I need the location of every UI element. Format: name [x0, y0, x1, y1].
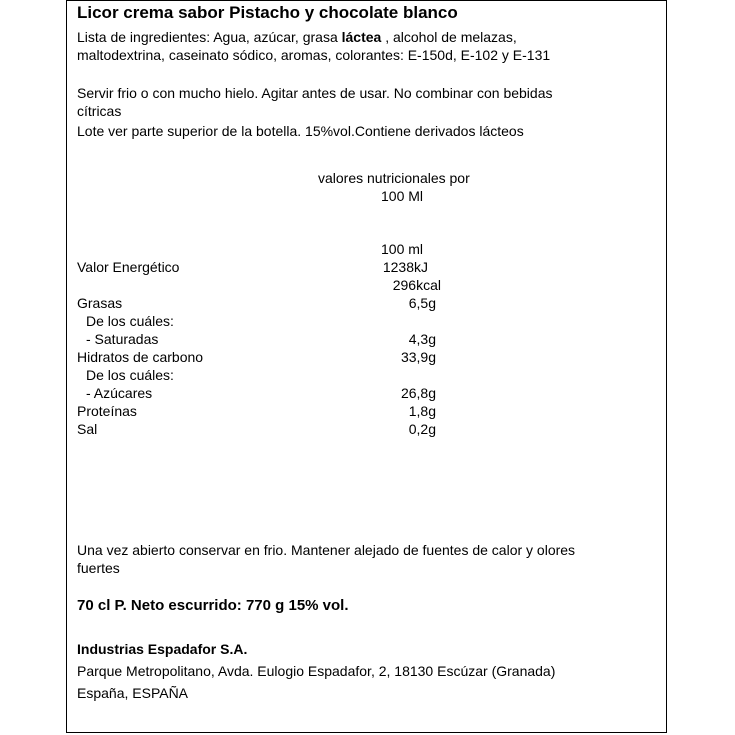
product-title: Licor crema sabor Pistacho y chocolate blanco [77, 3, 458, 22]
ingredients-allergen: láctea [341, 29, 382, 45]
nutrition-column-header: 100 ml [381, 241, 424, 257]
nutrition-row-label: Sal [77, 421, 98, 437]
ingredients-suffix: , alcohol de melazas, [381, 29, 517, 45]
storage-line-1: Una vez abierto conservar en frio. Mantener alejado de fuentes de calor y olores [77, 542, 576, 558]
nutrition-row-label: Hidratos de carbono [77, 349, 204, 365]
nutrition-row-value: 1,8g [408, 403, 436, 419]
company-address: Parque Metropolitano, Avda. Eulogio Espadafor, 2, 18130 Escúzar (Granada) [77, 663, 556, 679]
nutrition-row-value: 26,8g [400, 385, 436, 401]
ingredients-prefix: Lista de ingredientes: Agua, azúcar, grasa [77, 29, 342, 45]
company-country: España, ESPAÑA [77, 685, 189, 701]
company-name: Industrias Espadafor S.A. [77, 641, 248, 657]
instructions-line-1: Servir frio o con mucho hielo. Agitar antes de usar. No combinar con bebidas [77, 85, 553, 101]
nutrition-row-value: 0,2g [408, 421, 436, 437]
nutrition-header-1: valores nutricionales por [318, 170, 470, 186]
nutrition-row-label: De los cuáles: [86, 313, 174, 329]
nutrition-row-value: 33,9g [400, 349, 436, 365]
nutrition-row-value: 1238kJ [382, 259, 428, 275]
nutrition-row-label: Valor Energético [77, 259, 180, 275]
nutrition-row-value: 6,5g [408, 295, 436, 311]
nutrition-row-value: 4,3g [408, 331, 436, 347]
ingredients-line-1 [77, 28, 517, 46]
instructions-line-2: cítricas [77, 103, 122, 119]
instructions-line-3: Lote ver parte superior de la botella. 15%vol.Contiene derivados lácteos [77, 123, 524, 139]
nutrition-row-label: De los cuáles: [86, 367, 174, 383]
storage-line-2: fuertes [77, 560, 120, 576]
nutrition-row-label: Grasas [77, 295, 123, 311]
nutrition-row-value: 296kcal [392, 277, 441, 293]
nutrition-row-label: - Azúcares [86, 385, 153, 401]
nutrition-row-label: Proteínas [77, 403, 137, 419]
ingredients-line-2: maltodextrina, caseinato sódico, aromas, colorantes: E-150d, E-102 y E-131 [77, 47, 551, 63]
nutrition-row-label: - Saturadas [86, 331, 159, 347]
net-quantity: 70 cl P. Neto escurrido: 770 g 15% vol. [77, 597, 349, 614]
nutrition-header-2: 100 Ml [381, 188, 424, 204]
